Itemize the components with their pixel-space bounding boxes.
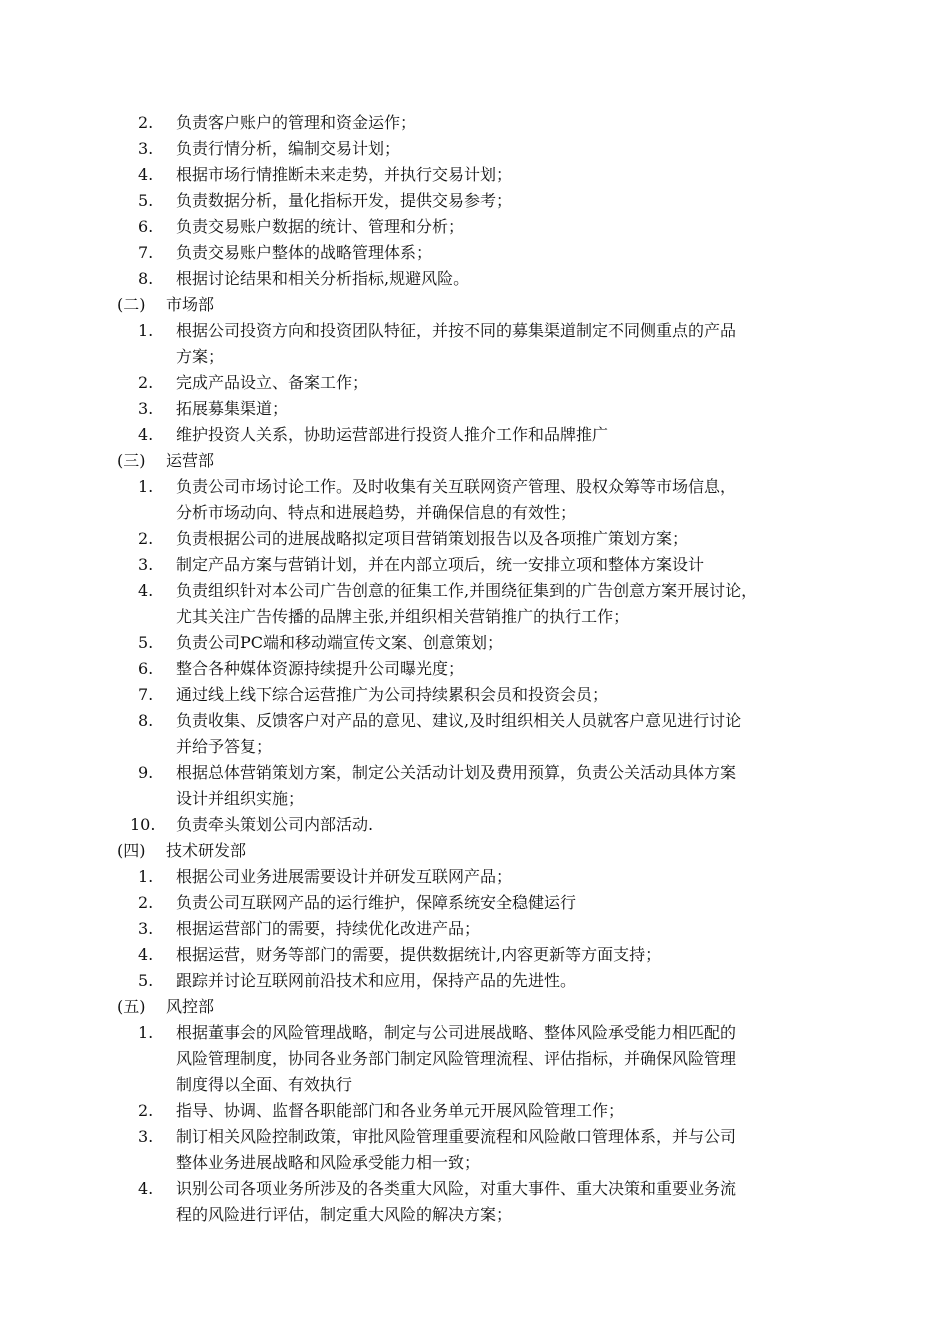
document-body	[0, 110, 950, 1228]
list-item	[0, 1176, 950, 1228]
list-item-text: 识别公司各项业务所涉及的各类重大风险，对重大事件、重大决策和重要业务流	[176, 1179, 737, 1198]
list-item-text: 程的风险进行评估，制定重大风险的解决方案；	[176, 1205, 513, 1224]
list-item-text: 负责组织针对本公司广告创意的征集工作,并围绕征集到的广告创意方案开展讨论，	[176, 581, 758, 600]
list-item-line	[0, 136, 950, 162]
list-item	[0, 1124, 950, 1176]
list-item-number: 2.	[138, 893, 154, 912]
section-heading	[0, 838, 950, 864]
section-number: (四)	[117, 841, 146, 860]
list-item-line	[0, 1072, 950, 1098]
list-item-line	[0, 890, 950, 916]
list-item-text: 跟踪并讨论互联网前沿技术和应用，保持产品的先进性。	[176, 971, 577, 990]
section-heading	[0, 994, 950, 1020]
list-item-text: 负责数据分析，量化指标开发，提供交易参考；	[176, 191, 513, 210]
list-item-number: 7.	[138, 685, 154, 704]
list-item-line	[0, 110, 950, 136]
list-item-line	[0, 1020, 950, 1046]
list-item-text: 根据讨论结果和相关分析指标,规避风险。	[176, 269, 470, 288]
list-item-number: 1.	[138, 867, 154, 886]
list-item-number: 4.	[138, 165, 154, 184]
section-title: 运营部	[166, 451, 215, 470]
list-item	[0, 474, 950, 526]
list-item	[0, 526, 950, 552]
list-item-number: 8.	[138, 269, 154, 288]
list-item-text: 通过线上线下综合运营推广为公司持续累积会员和投资会员；	[176, 685, 609, 704]
list-item-number: 3.	[138, 919, 154, 938]
list-item-line	[0, 240, 950, 266]
section-heading	[0, 448, 950, 474]
list-item-number: 5.	[138, 191, 154, 210]
list-item	[0, 422, 950, 448]
list-item-text: 整合各种媒体资源持续提升公司曝光度；	[176, 659, 465, 678]
list-item	[0, 682, 950, 708]
list-item-text: 负责公司市场讨论工作。及时收集有关互联网资产管理、股权众筹等市场信息，	[176, 477, 737, 496]
list-item-line	[0, 864, 950, 890]
list-item-line	[0, 162, 950, 188]
list-item-text: 根据运营部门的需要，持续优化改进产品；	[176, 919, 481, 938]
list-item-text: 负责公司PC端和移动端宣传文案、创意策划；	[176, 633, 504, 652]
list-item-number: 1.	[138, 1023, 154, 1042]
list-item-line	[0, 630, 950, 656]
list-item-text: 方案；	[176, 347, 225, 366]
list-item-number: 4.	[138, 1179, 154, 1198]
list-item	[0, 942, 950, 968]
list-item-text: 尤其关注广告传播的品牌主张,并组织相关营销推广的执行工作；	[176, 607, 630, 626]
list-item	[0, 968, 950, 994]
list-item-line	[0, 578, 950, 604]
list-item	[0, 1098, 950, 1124]
list-item-text: 制定产品方案与营销计划，并在内部立项后，统一安排立项和整体方案设计	[176, 555, 705, 574]
list-item-number: 6.	[138, 217, 154, 236]
list-item-text: 完成产品设立、备案工作；	[176, 373, 369, 392]
list-item-number: 4.	[138, 425, 154, 444]
list-item-text: 根据公司投资方向和投资团队特征，并按不同的募集渠道制定不同侧重点的产品	[176, 321, 737, 340]
list-item-line	[0, 526, 950, 552]
list-item-text: 负责交易账户整体的战略管理体系；	[176, 243, 433, 262]
list-item-line	[0, 396, 950, 422]
list-item-line	[0, 786, 950, 812]
list-item-text: 并给予答复；	[176, 737, 273, 756]
list-item-text: 负责客户账户的管理和资金运作；	[176, 113, 417, 132]
list-item	[0, 1020, 950, 1098]
list-item-line	[0, 422, 950, 448]
list-item-text: 风险管理制度，协同各业务部门制定风险管理流程、评估指标，并确保风险管理	[176, 1049, 737, 1068]
list-item-line	[0, 370, 950, 396]
list-item-line	[0, 188, 950, 214]
list-item-line	[0, 942, 950, 968]
list-item	[0, 318, 950, 370]
list-item-text: 根据董事会的风险管理战略，制定与公司进展战略、整体风险承受能力相匹配的	[176, 1023, 737, 1042]
list-item-number: 3.	[138, 139, 154, 158]
list-item	[0, 812, 950, 838]
list-item-number: 7.	[138, 243, 154, 262]
list-item-number: 3.	[138, 1127, 154, 1146]
list-item	[0, 708, 950, 760]
list-item-text: 指导、协调、监督各职能部门和各业务单元开展风险管理工作；	[176, 1101, 625, 1120]
list-item-line	[0, 500, 950, 526]
list-item-line	[0, 916, 950, 942]
list-item	[0, 162, 950, 188]
section-title: 市场部	[166, 295, 215, 314]
list-item-number: 1.	[138, 321, 154, 340]
list-item-text: 根据总体营销策划方案，制定公关活动计划及费用预算，负责公关活动具体方案	[176, 763, 737, 782]
list-item-number: 10.	[130, 815, 156, 834]
list-item	[0, 136, 950, 162]
list-item-number: 5.	[138, 633, 154, 652]
list-item-text: 制度得以全面、有效执行	[176, 1075, 353, 1094]
list-item	[0, 214, 950, 240]
list-item-text: 负责根据公司的进展战略拟定项目营销策划报告以及各项推广策划方案；	[176, 529, 689, 548]
list-item-number: 2.	[138, 373, 154, 392]
list-item-line	[0, 1150, 950, 1176]
list-item-text: 负责收集、反馈客户对产品的意见、建议,及时组织相关人员就客户意见进行讨论	[176, 711, 742, 730]
list-item-text: 负责行情分析，编制交易计划；	[176, 139, 401, 158]
list-item-line	[0, 344, 950, 370]
list-item	[0, 578, 950, 630]
list-item-text: 分析市场动向、特点和进展趋势，并确保信息的有效性；	[176, 503, 577, 522]
list-item-number: 2.	[138, 1101, 154, 1120]
list-item	[0, 760, 950, 812]
list-item	[0, 370, 950, 396]
list-item	[0, 110, 950, 136]
section-title: 风控部	[166, 997, 215, 1016]
section-number: (五)	[117, 997, 146, 1016]
list-item-text: 整体业务进展战略和风险承受能力相一致；	[176, 1153, 481, 1172]
list-item-number: 2.	[138, 113, 154, 132]
list-item-line	[0, 552, 950, 578]
list-item-line	[0, 474, 950, 500]
list-item-number: 9.	[138, 763, 154, 782]
list-item-number: 6.	[138, 659, 154, 678]
section-heading	[0, 292, 950, 318]
list-item-text: 负责交易账户数据的统计、管理和分析；	[176, 217, 465, 236]
list-item-line	[0, 266, 950, 292]
section-number: (三)	[117, 451, 146, 470]
list-item	[0, 864, 950, 890]
list-item-number: 3.	[138, 399, 154, 418]
list-item	[0, 240, 950, 266]
list-item-line	[0, 812, 950, 838]
list-item-line	[0, 656, 950, 682]
list-item	[0, 188, 950, 214]
list-item	[0, 890, 950, 916]
list-item	[0, 916, 950, 942]
list-item	[0, 552, 950, 578]
list-item-line	[0, 1176, 950, 1202]
list-item-text: 维护投资人关系，协助运营部进行投资人推介工作和品牌推广	[176, 425, 609, 444]
list-item	[0, 396, 950, 422]
list-item-number: 5.	[138, 971, 154, 990]
list-item-line	[0, 708, 950, 734]
list-item-number: 4.	[138, 581, 154, 600]
list-item-number: 8.	[138, 711, 154, 730]
list-item-text: 根据公司业务进展需要设计并研发互联网产品；	[176, 867, 513, 886]
list-item-text: 制订相关风险控制政策，审批风险管理重要流程和风险敞口管理体系，并与公司	[176, 1127, 737, 1146]
list-item-line	[0, 214, 950, 240]
list-item-line	[0, 682, 950, 708]
list-item-text: 设计并组织实施；	[176, 789, 305, 808]
list-item-line	[0, 968, 950, 994]
section-number: (二)	[117, 295, 146, 314]
list-item	[0, 630, 950, 656]
section-title: 技术研发部	[166, 841, 247, 860]
list-item-number: 2.	[138, 529, 154, 548]
list-item-number: 3.	[138, 555, 154, 574]
list-item	[0, 656, 950, 682]
list-item-text: 拓展募集渠道；	[176, 399, 289, 418]
list-item-line	[0, 318, 950, 344]
list-item-line	[0, 1046, 950, 1072]
list-item-line	[0, 734, 950, 760]
list-item-text: 负责公司互联网产品的运行维护，保障系统安全稳健运行	[176, 893, 577, 912]
list-item-line	[0, 1202, 950, 1228]
list-item-text: 根据市场行情推断未来走势，并执行交易计划；	[176, 165, 513, 184]
list-item-line	[0, 1098, 950, 1124]
list-item-text: 根据运营，财务等部门的需要，提供数据统计,内容更新等方面支持；	[176, 945, 662, 964]
list-item-line	[0, 604, 950, 630]
list-item-text: 负责牵头策划公司内部活动.	[176, 815, 374, 834]
list-item-number: 4.	[138, 945, 154, 964]
list-item-number: 1.	[138, 477, 154, 496]
list-item-line	[0, 1124, 950, 1150]
list-item-line	[0, 760, 950, 786]
list-item	[0, 266, 950, 292]
